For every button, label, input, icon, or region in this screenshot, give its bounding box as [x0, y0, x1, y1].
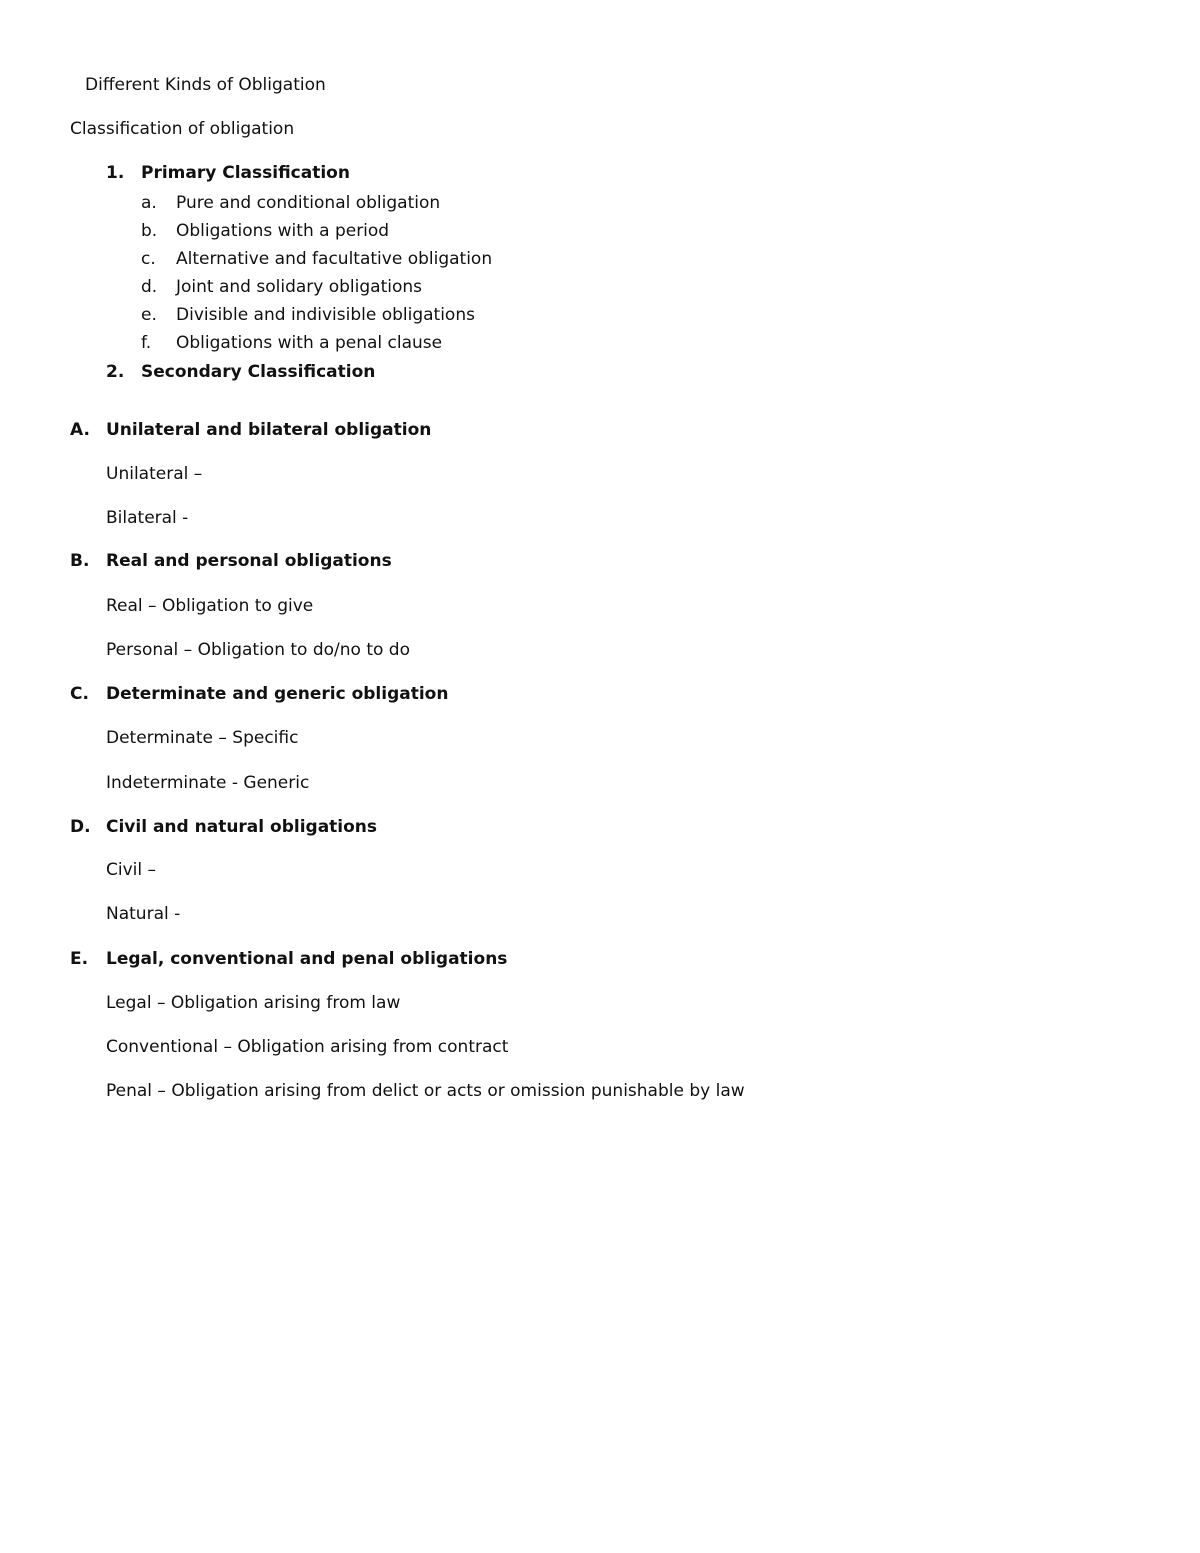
list-item-text: Divisible and indivisible obligations: [176, 305, 475, 325]
section-entry: Bilateral -: [106, 508, 189, 528]
section-entry: Indeterminate - Generic: [106, 773, 310, 793]
section-entry: Real – Obligation to give: [106, 596, 314, 616]
section-heading: Civil and natural obligations: [106, 817, 378, 837]
document-subtitle: Classification of obligation: [70, 119, 295, 139]
section-letter: B.: [70, 551, 90, 571]
list-item-text: Pure and conditional obligation: [176, 193, 441, 213]
section-heading: Determinate and generic obligation: [106, 684, 449, 704]
numbered-item-label: Secondary Classification: [141, 362, 376, 382]
section-entry: Unilateral –: [106, 464, 203, 484]
list-item-text: Joint and solidary obligations: [176, 277, 423, 297]
list-item-letter: a.: [141, 193, 157, 213]
document-title: Different Kinds of Obligation: [85, 75, 326, 95]
section-entry: Personal – Obligation to do/no to do: [106, 640, 410, 660]
section-entry: Civil –: [106, 860, 157, 880]
section-letter: A.: [70, 420, 90, 440]
section-heading: Unilateral and bilateral obligation: [106, 420, 432, 440]
numbered-item-label: Primary Classification: [141, 163, 350, 183]
section-letter: D.: [70, 817, 91, 837]
list-item-letter: e.: [141, 305, 157, 325]
numbered-item-number: 1.: [106, 163, 125, 183]
section-entry: Conventional – Obligation arising from contract: [106, 1037, 509, 1057]
list-item-text: Alternative and facultative obligation: [176, 249, 493, 269]
list-item-letter: b.: [141, 221, 158, 241]
list-item-text: Obligations with a period: [176, 221, 390, 241]
section-heading: Legal, conventional and penal obligations: [106, 949, 508, 969]
list-item-text: Obligations with a penal clause: [176, 333, 443, 353]
section-entry: Legal – Obligation arising from law: [106, 993, 401, 1013]
section-entry: Natural -: [106, 904, 181, 924]
section-entry: Penal – Obligation arising from delict or acts or omission punishable by law: [106, 1081, 745, 1101]
section-letter: E.: [70, 949, 89, 969]
numbered-item-number: 2.: [106, 362, 125, 382]
section-letter: C.: [70, 684, 89, 704]
list-item-letter: d.: [141, 277, 158, 297]
list-item-letter: c.: [141, 249, 156, 269]
list-item-letter: f.: [141, 333, 152, 353]
section-heading: Real and personal obligations: [106, 551, 392, 571]
section-entry: Determinate – Specific: [106, 728, 299, 748]
